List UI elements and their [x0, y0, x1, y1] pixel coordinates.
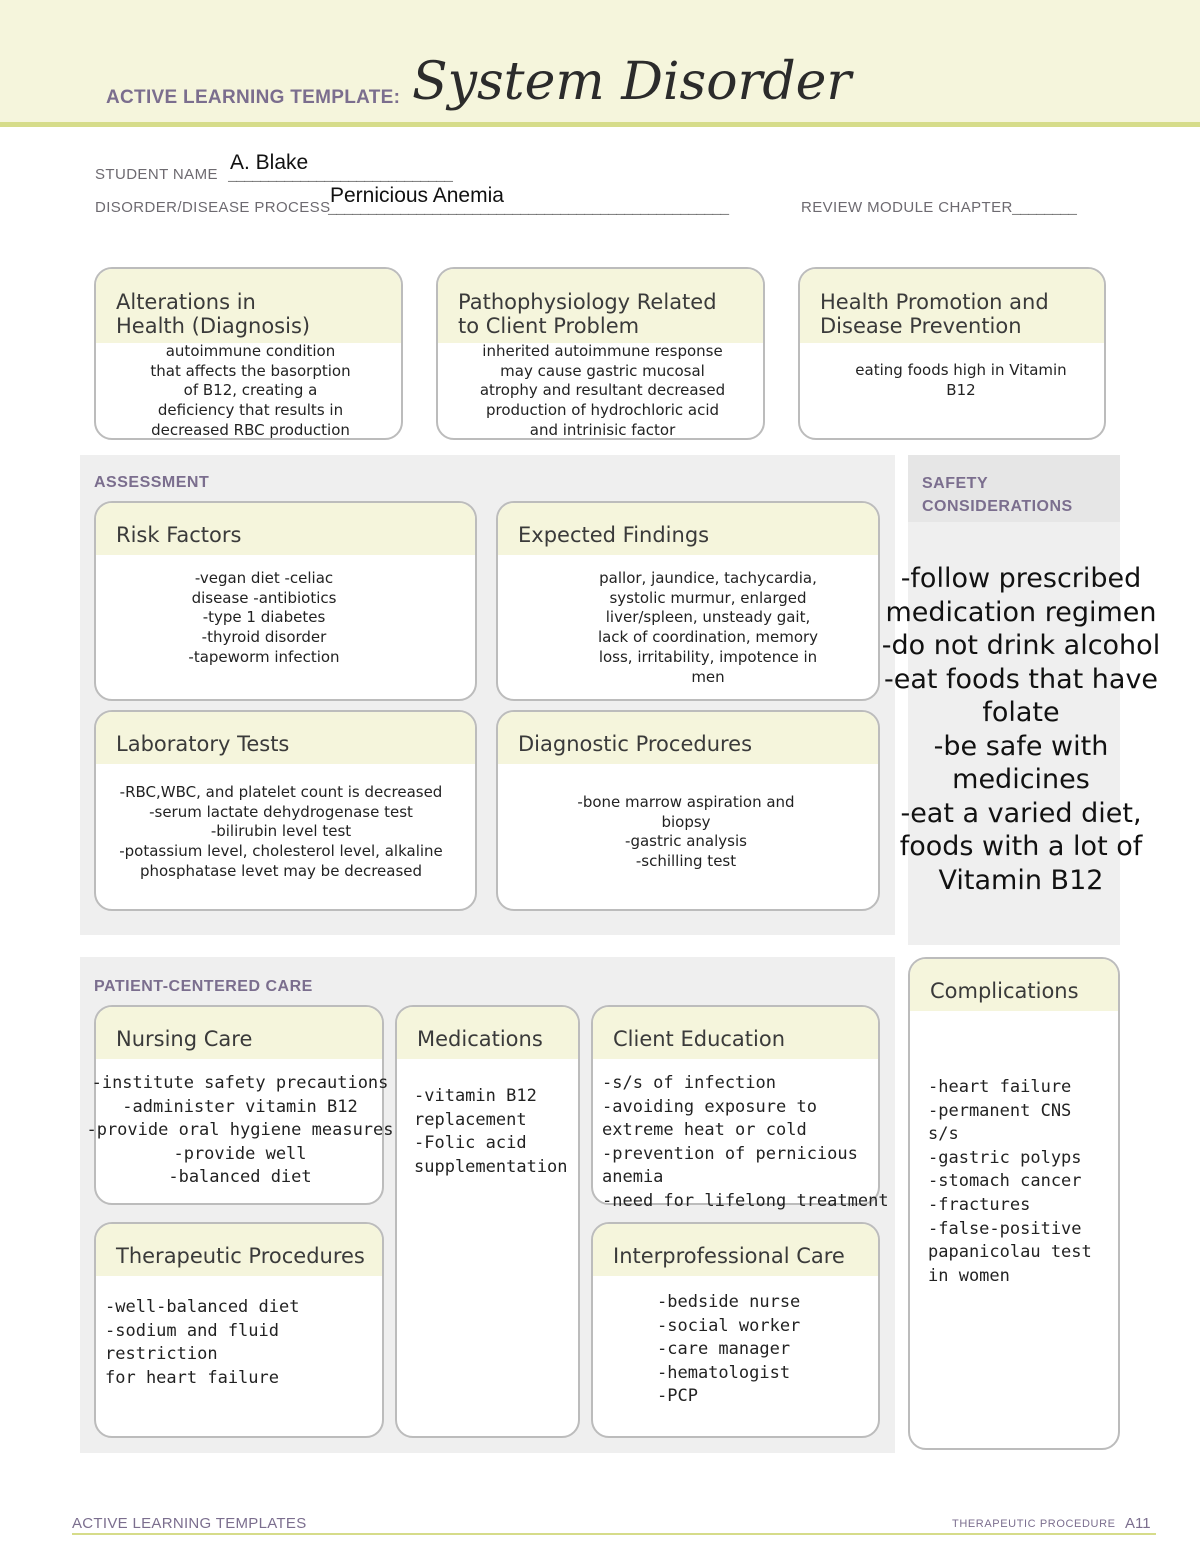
student-name-field[interactable]: A. Blake: [230, 151, 309, 174]
interprofessional-care-title: Interprofessional Care: [593, 1224, 878, 1276]
template-label: ACTIVE LEARNING TEMPLATE:: [106, 87, 401, 108]
client-education-title: Client Education: [593, 1007, 878, 1059]
page-number: A11: [1125, 1515, 1151, 1532]
interprofessional-care-text[interactable]: -bedside nurse -social worker -care manager -hematologist -PCP: [657, 1292, 801, 1407]
diagnostic-procedures-title: Diagnostic Procedures: [498, 712, 878, 764]
risk-factors-card: [94, 501, 477, 701]
complications-title: Complications: [910, 959, 1118, 1011]
complications-card: [908, 957, 1120, 1450]
disorder-label: DISORDER/DISEASE PROCESS: [95, 199, 331, 216]
alterations-title: Alterations in Health (Diagnosis): [96, 269, 401, 343]
therapeutic-procedures-card: [94, 1222, 384, 1438]
patient-care-label: PATIENT-CENTERED CARE: [94, 978, 313, 995]
expected-findings-title: Expected Findings: [498, 503, 878, 555]
health-promotion-text[interactable]: eating foods high in Vitamin B12: [855, 361, 1067, 399]
nursing-care-title: Nursing Care: [96, 1007, 382, 1059]
header-rule: [0, 122, 1200, 127]
alterations-card: [94, 267, 403, 440]
medications-title: Medications: [397, 1007, 578, 1059]
footer-right: THERAPEUTIC PROCEDURE: [952, 1518, 1116, 1530]
safety-text[interactable]: -follow prescribed medication regimen -do not drink alcohol -eat foods that have folate -be safe with medicines -eat a varied diet, foods with a lot of Vitamin B12: [881, 563, 1161, 896]
pathophysiology-title: Pathophysiology Related to Client Problem: [438, 269, 763, 343]
footer-rule: [72, 1533, 1156, 1535]
medications-text[interactable]: -vitamin B12 replacement -Folic acid supplementation: [414, 1086, 568, 1177]
interprofessional-care-card: [591, 1222, 880, 1438]
review-module-field[interactable]: ________: [1012, 201, 1077, 218]
diagnostic-procedures-text[interactable]: -bone marrow aspiration and biopsy -gastric analysis -schilling test: [577, 793, 795, 871]
student-name-line: ____________________________: [228, 168, 453, 185]
laboratory-tests-text[interactable]: -RBC,WBC, and platelet count is decreased -serum lactate dehydrogenase test -bilirubin level test -potassium level, cholesterol level, alkaline phosphatase levet may be decreased: [119, 783, 443, 880]
pathophysiology-card: [436, 267, 765, 440]
client-education-text[interactable]: -s/s of infection -avoiding exposure to extreme heat or cold -prevention of pernicious anemia -need for lifelong treatment: [602, 1073, 889, 1211]
therapeutic-procedures-title: Therapeutic Procedures: [96, 1224, 382, 1276]
medications-card: [395, 1005, 580, 1438]
laboratory-tests-title: Laboratory Tests: [96, 712, 475, 764]
student-name-label: STUDENT NAME: [95, 166, 218, 183]
safety-label: SAFETY CONSIDERATIONS: [922, 475, 1073, 515]
pathophysiology-text[interactable]: inherited autoimmune response may cause gastric mucosal atrophy and resultant decreased production of hydrochloric acid and intrinisic factor: [479, 342, 726, 439]
nursing-care-text[interactable]: -institute safety precautions -administer vitamin B12 -provide oral hygiene measures -provide well -balanced diet: [86, 1073, 394, 1188]
template-title: System Disorder: [412, 52, 852, 112]
health-promotion-title: Health Promotion and Disease Prevention: [800, 269, 1104, 343]
expected-findings-text[interactable]: pallor, jaundice, tachycardia, systolic murmur, enlarged liver/spleen, unsteady gait, lack of coordination, memory loss, irritability, impotence in men: [597, 569, 819, 686]
risk-factors-text[interactable]: -vegan diet -celiac disease -antibiotics -type 1 diabetes -thyroid disorder -tapeworm infection: [188, 569, 340, 666]
nursing-care-card: [86, 1005, 394, 1205]
health-promotion-card: [798, 267, 1106, 440]
complications-text[interactable]: -heart failure -permanent CNS s/s -gastric polyps -stomach cancer -fractures -false-positive papanicolau test in women: [928, 1077, 1092, 1286]
client-education-card: [591, 1005, 889, 1211]
therapeutic-procedures-text[interactable]: -well-balanced diet -sodium and fluid restriction for heart failure: [105, 1297, 300, 1388]
laboratory-tests-card: [94, 710, 477, 911]
disorder-field[interactable]: Pernicious Anemia: [330, 184, 504, 207]
expected-findings-card: [496, 501, 880, 701]
disorder-line: __________________________________________________: [328, 201, 729, 218]
review-module-label: REVIEW MODULE CHAPTER: [801, 199, 1013, 216]
diagnostic-procedures-card: [496, 710, 880, 911]
assessment-label: ASSESSMENT: [94, 474, 210, 491]
alterations-text[interactable]: autoimmune condition that affects the basorption of B12, creating a deficiency that results in decreased RBC production: [150, 342, 351, 439]
footer-left: ACTIVE LEARNING TEMPLATES: [72, 1515, 307, 1532]
risk-factors-title: Risk Factors: [96, 503, 475, 555]
